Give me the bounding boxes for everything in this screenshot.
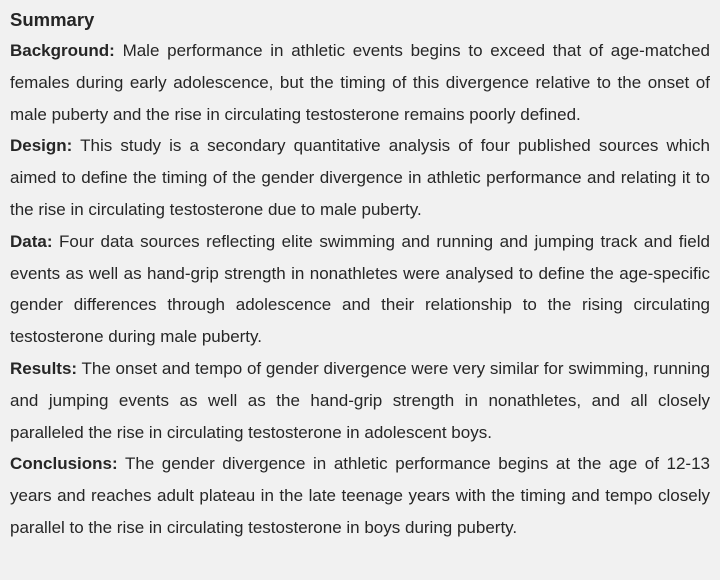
conclusions-text: The gender divergence in athletic performance begins at the age of 12-13 years and reaches adult plateau in the late teenage years with the timing and tempo closely parallel to the rise in circulating testosterone in boys during puberty. [10, 454, 710, 537]
results-section [10, 353, 710, 448]
data-section [10, 226, 710, 353]
data-text: Four data sources reflecting elite swimming and running and jumping track and field events as well as hand-grip strength in nonathletes were analysed to define the age-specific gender differences through adolescence and their relationship to the rising circulating testosterone during male puberty. [10, 231, 710, 347]
conclusions-label: Conclusions: [10, 454, 118, 474]
design-text: This study is a secondary quantitative analysis of four published sources which aimed to define the timing of the gender divergence in athletic performance and relating it to the rise in circulating testosterone due to male puberty. [10, 136, 710, 219]
results-text: The onset and tempo of gender divergence were very similar for swimming, running and jumping events as well as the hand-grip strength in nonathletes, and all closely paralleled the rise in circulating testosterone in adolescent boys. [10, 358, 710, 442]
background-text: Male performance in athletic events begins to exceed that of age-matched females during early adolescence, but the timing of this divergence relative to the onset of male puberty and the rise in circulating testosterone remains poorly defined. [10, 41, 710, 124]
design-label: Design: [10, 136, 73, 156]
design-section [10, 130, 710, 225]
data-label: Data: [10, 231, 53, 251]
summary-title: Summary [10, 9, 95, 30]
conclusions-section [10, 448, 710, 543]
background-label: Background: [10, 41, 115, 60]
results-label: Results: [10, 358, 78, 378]
background-section [10, 35, 710, 130]
